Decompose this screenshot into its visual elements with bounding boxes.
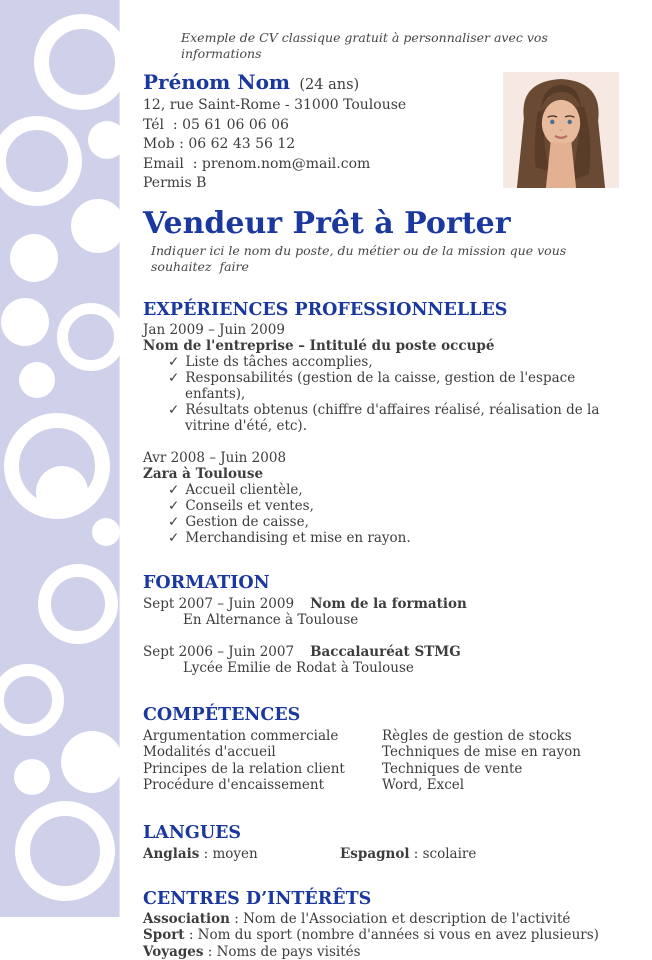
bullet-text: Accueil clientèle, [185,482,302,498]
check-icon: ✓ [168,482,179,498]
cv-content [120,0,652,960]
bullet-text: Résultats obtenus (chiffre d'affaires réalisé, réalisation de la vitrine d'été, etc). [185,402,599,434]
competence-item: Argumentation commerciale [143,728,382,745]
license-line: Permis B [143,174,622,194]
circle-decoration [36,466,88,518]
bullet-item [143,514,622,530]
section-heading-langues: LANGUES [143,823,622,843]
bullet-item [143,530,622,546]
circle-decoration [92,518,120,546]
phone-line: Tél : 05 61 06 06 06 [143,116,622,136]
competences-grid [143,728,622,794]
circle-decoration [14,759,50,795]
check-icon: ✓ [168,514,179,530]
language-level: : scolaire [409,846,476,862]
interest-value: : Nom du sport (nombre d'années si vous en avez plusieurs) [185,927,599,943]
circle-decoration [15,801,115,901]
bullet-item [143,498,622,514]
formation-title: Baccalauréat STMG [310,644,461,660]
bullet-text: Gestion de caisse, [185,514,309,530]
formation-dates: Sept 2007 – Juin 2009 [143,596,294,612]
sidebar-decoration [0,0,120,917]
formation-detail: En Alternance à Toulouse [143,612,622,628]
experience-dates: Jan 2009 – Juin 2009 [143,322,622,338]
circle-decoration [10,234,58,282]
address-line: 12, rue Saint-Rome - 31000 Toulouse [143,96,622,116]
bullet-item [143,354,622,370]
circle-decoration [0,664,64,736]
template-note: Exemple de CV classique gratuit à personnaliser avec vos informations [181,30,622,62]
language-name: Anglais [143,846,199,862]
section-heading-competences: COMPÉTENCES [143,705,622,725]
language-item [340,846,476,862]
language-level: : moyen [199,846,257,862]
check-icon: ✓ [168,354,179,370]
formation-dates: Sept 2006 – Juin 2007 [143,644,294,660]
experience-employer: Nom de l'entreprise – Intitulé du poste occupé [143,338,622,354]
competence-item: Règles de gestion de stocks [382,728,622,745]
circle-decoration [0,116,82,206]
section-heading-interets: CENTRES D’INTÉRÊTS [143,889,622,909]
competence-item: Procédure d'encaissement [143,777,382,794]
interest-item [143,944,622,960]
job-title: Vendeur Prêt à Porter [143,208,622,240]
experience-bullets [143,482,622,546]
bullet-text: Conseils et ventes, [185,498,314,514]
section-heading-experience: EXPÉRIENCES PROFESSIONNELLES [143,300,622,320]
job-title-hint: Indiquer ici le nom du poste, du métier ou de la mission que vous souhaitez faire [151,243,622,275]
interest-item [143,927,622,944]
candidate-name: Prénom Nom [143,70,290,94]
interest-value: : Nom de l'Association et description de l'activité [230,911,570,927]
bullet-item [143,370,622,402]
formation-entry [143,644,622,676]
circle-decoration [61,731,123,793]
competence-item: Modalités d'accueil [143,744,382,761]
interest-label: Association [143,911,230,927]
experience-entry [143,450,622,546]
language-item [143,846,340,862]
check-icon: ✓ [168,498,179,514]
check-icon: ✓ [168,402,179,418]
interest-item [143,911,622,928]
interest-label: Sport [143,927,185,943]
interest-value: : Noms de pays visités [203,944,360,960]
check-icon: ✓ [168,530,179,546]
formation-title: Nom de la formation [310,596,467,612]
langues-row [143,846,622,862]
experience-entry [143,322,622,434]
interest-label: Voyages [143,944,203,960]
circle-decoration [57,303,125,371]
experience-employer: Zara à Toulouse [143,466,622,482]
competence-item: Techniques de mise en rayon [382,744,622,761]
circle-decoration [38,564,118,644]
formation-entry [143,596,622,628]
bullet-text: Responsabilités (gestion de la caisse, gestion de l'espace enfants), [185,370,575,402]
competence-item: Techniques de vente [382,761,622,778]
experience-bullets [143,354,622,434]
circle-decoration [34,14,130,110]
interets-list [143,911,622,960]
formation-first-line [143,644,622,660]
bullet-text: Merchandising et mise en rayon. [185,530,410,546]
contact-block [143,96,622,194]
competence-item: Word, Excel [382,777,622,794]
formation-first-line [143,596,622,612]
formation-detail: Lycée Emilie de Rodat à Toulouse [143,660,622,676]
bullet-item [143,402,622,434]
email-line: Email : prenom.nom@mail.com [143,155,622,175]
competence-item: Principes de la relation client [143,761,382,778]
language-name: Espagnol [340,846,409,862]
circle-decoration [71,199,125,253]
mobile-line: Mob : 06 62 43 56 12 [143,135,622,155]
name-line [143,74,622,93]
check-icon: ✓ [168,370,179,386]
experience-dates: Avr 2008 – Juin 2008 [143,450,622,466]
candidate-age: (24 ans) [299,77,359,93]
bullet-text: Liste ds tâches accomplies, [185,354,372,370]
bullet-item [143,482,622,498]
section-heading-formation: FORMATION [143,573,622,593]
circle-decoration [1,298,49,346]
circle-decoration [19,362,55,398]
